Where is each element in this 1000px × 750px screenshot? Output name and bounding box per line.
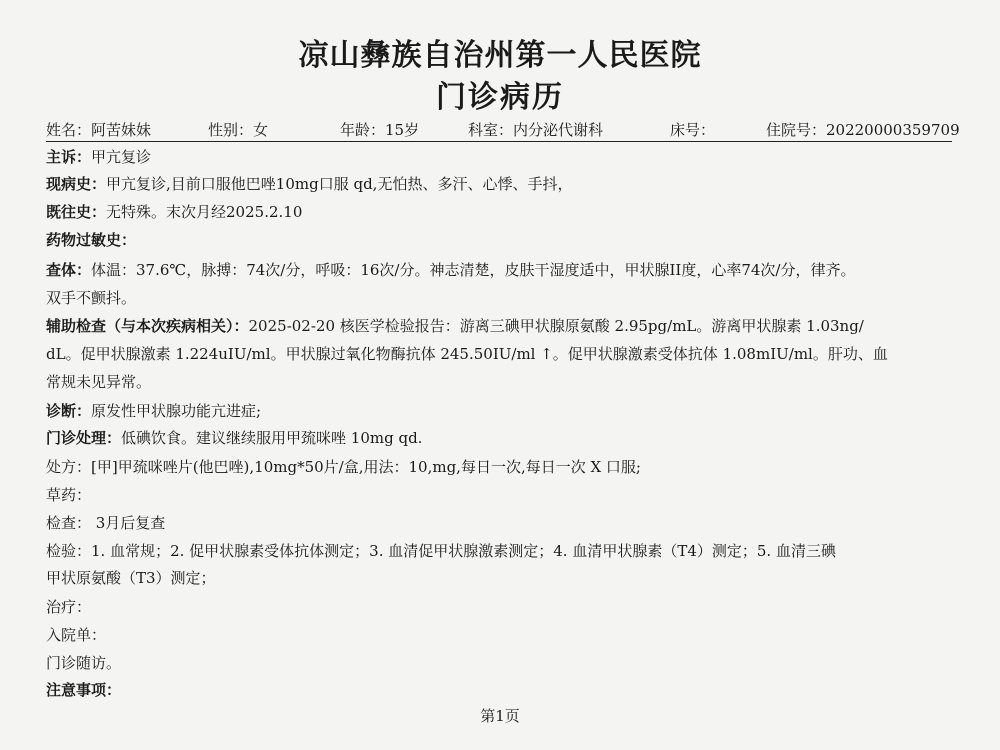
past-history — [46, 199, 956, 225]
patient-age: 年龄：15岁 — [340, 121, 420, 139]
hospital-name: 凉山彝族自治州第一人民医院 — [298, 38, 702, 73]
diagnosis-label: 诊断： — [46, 402, 92, 420]
past-history-label: 既往史： — [46, 203, 107, 221]
diagnosis-text: 原发性甲状腺功能亢进症; — [91, 402, 262, 420]
drug-allergy — [46, 227, 956, 253]
precautions — [46, 677, 956, 703]
diagnosis — [46, 398, 956, 424]
chief-complaint-label: 主诉： — [46, 148, 92, 166]
outpatient-plan-label: 门诊处理： — [46, 429, 122, 447]
physical-exam-label: 查体： — [46, 261, 92, 279]
patient-sex: 性别：女 — [208, 121, 269, 139]
herbal-medicine: 草药： — [46, 486, 92, 504]
inpatient-number: 住院号：20220000359709 — [766, 121, 960, 139]
bed-number: 床号： — [670, 121, 716, 139]
auxiliary-exam-text: 2025-02-20 核医学检验报告：游离三碘甲状腺原氨酸 2.95pg/mL。游离甲状腺素 1.03ng/ — [248, 317, 864, 335]
outpatient-plan — [46, 425, 956, 451]
precautions-label: 注意事项： — [46, 681, 122, 699]
present-illness-text: 甲亢复诊,目前口服他巴唑10mg口服 qd,无怕热、多汗、心悸、手抖， — [106, 175, 573, 193]
outpatient-plan-text: 低碘饮食。建议继续服用甲巯咪唑 10mg qd. — [121, 429, 423, 447]
physical-exam-text: 体温：37.6℃，脉搏：74次/分，呼吸：16次/分。神志清楚，皮肤干湿度适中，甲状腺II度，心率74次/分，律齐。 — [91, 261, 856, 279]
patient-name: 姓名：阿苦妹妹 — [46, 121, 152, 139]
physical-exam — [46, 257, 956, 283]
department: 科室：内分泌代谢科 — [468, 121, 604, 139]
page-number: 第1页 — [480, 707, 520, 725]
chief-complaint — [46, 144, 956, 170]
physical-exam-cont: 双手不颤抖。 — [46, 289, 137, 307]
auxiliary-exam-line2: dL。促甲状腺激素 1.224uIU/ml。甲状腺过氧化物酶抗体 245.50IU/ml ↑。促甲状腺激素受体抗体 1.08mIU/ml。肝功、血 — [46, 345, 888, 363]
auxiliary-exam — [46, 313, 956, 339]
lab-tests: 检验：1. 血常规；2. 促甲状腺素受体抗体测定；3. 血清促甲状腺激素测定；4. 血清甲状腺素（T4）测定；5. 血清三碘 — [46, 542, 836, 560]
present-illness — [46, 171, 956, 197]
drug-allergy-label: 药物过敏史： — [46, 231, 137, 249]
document-title: 门诊病历 — [436, 80, 564, 115]
patient-info-bar — [46, 117, 960, 142]
auxiliary-exam-line3: 常规未见异常。 — [46, 373, 152, 391]
past-history-text: 无特殊。末次月经2025.2.10 — [106, 203, 303, 221]
auxiliary-exam-label: 辅助检查（与本次疾病相关）： — [46, 317, 249, 335]
prescription: 处方：[甲]甲巯咪唑片(他巴唑),10mg*50片/盒,用法：10,mg,每日一次,每日一次 X 口服; — [46, 458, 641, 476]
chief-complaint-text: 甲亢复诊 — [91, 148, 152, 166]
present-illness-label: 现病史： — [46, 175, 107, 193]
lab-tests-line2: 甲状原氨酸（T3）测定； — [46, 569, 216, 587]
admission-form: 入院单： — [46, 626, 107, 644]
follow-up-exam: 检查： 3月后复查 — [46, 514, 166, 532]
treatment: 治疗： — [46, 598, 92, 616]
outpatient-followup: 门诊随访。 — [46, 654, 122, 672]
